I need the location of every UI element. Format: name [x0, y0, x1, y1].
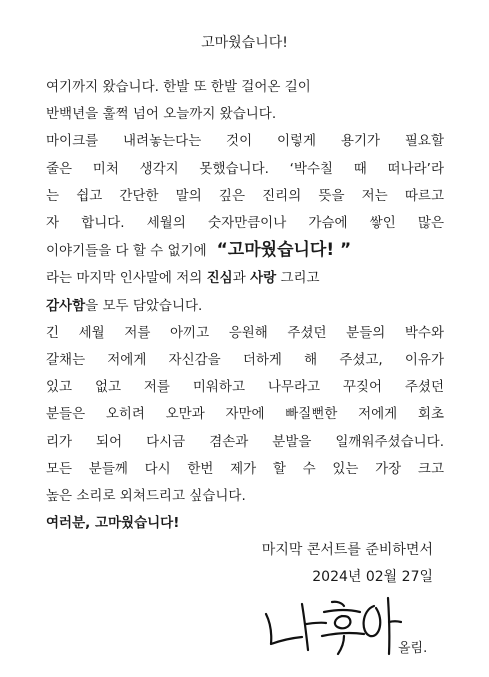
- body-line: 줄은 미처 생각지 못했습니다. ‘박수칠 때 떠나라’라: [46, 160, 444, 177]
- body-text-segment: 라는 마지막 인사말에 저의: [46, 270, 207, 287]
- final-thanks-line: 여러분, 고마웠습니다!: [46, 515, 180, 532]
- body-text-segment: 을 모두 담았습니다.: [85, 297, 203, 314]
- body-line: 분들은 오히려 오만과 자만에 빠질뻔한 저에게 회초: [46, 406, 444, 423]
- closing-context: 마지막 콘서트를 준비하면서: [261, 542, 433, 558]
- body-line: 반백년을 훌쩍 넘어 오늘까지 왔습니다.: [46, 106, 277, 123]
- letter-title: 고마웠습니다!: [201, 35, 288, 51]
- sign-off: 올림.: [398, 641, 428, 656]
- closing-date: 2024년 02월 27일: [312, 569, 433, 585]
- body-line: 리가 되어 다시금 겸손과 분발을 일깨워주셨습니다.: [46, 433, 444, 450]
- body-line: 여기까지 왔습니다. 한발 또 한발 걸어온 길이: [46, 79, 311, 95]
- bold-word-gratitude: 감사함: [46, 297, 86, 314]
- body-line: 자 합니다. 세월의 숫자만큼이나 가슴에 쌓인 많은: [46, 215, 444, 232]
- body-text-segment: 과: [232, 270, 251, 287]
- body-line-with-quote: [46, 237, 444, 265]
- body-line: 는 쉽고 간단한 말의 깊은 진리의 뜻을 저는 따르고: [46, 187, 444, 204]
- body-line: 있고 없고 저를 미워하고 나무라고 꾸짖어 주셨던: [46, 379, 444, 396]
- bold-word-love: 사랑: [250, 270, 277, 287]
- handwritten-signature-icon: [262, 592, 402, 656]
- body-line: 높은 소리로 외쳐드리고 싶습니다.: [46, 488, 246, 505]
- body-line: [46, 265, 444, 292]
- body-line: 모든 분들께 다시 한번 제가 할 수 있는 가장 크고: [46, 460, 444, 477]
- body-line: 긴 세월 저를 아끼고 응원해 주셨던 분들의 박수와: [46, 324, 444, 341]
- body-text-segment: 이야기들을 다 할 수 없기에: [46, 243, 207, 260]
- signature-drawing: [262, 592, 402, 656]
- bold-word-sincerity: 진심: [206, 270, 233, 287]
- letter-body: [46, 74, 444, 537]
- body-line: [46, 293, 444, 320]
- body-line: 갈채는 저에게 자신감을 더하게 해 주셨고, 이유가: [46, 352, 444, 369]
- body-line: 마이크를 내려놓는다는 것이 이렇게 용기가 필요할: [46, 133, 444, 150]
- body-text-segment: 그리고: [276, 270, 320, 287]
- highlight-quote: “고마웠습니다! ”: [216, 240, 352, 261]
